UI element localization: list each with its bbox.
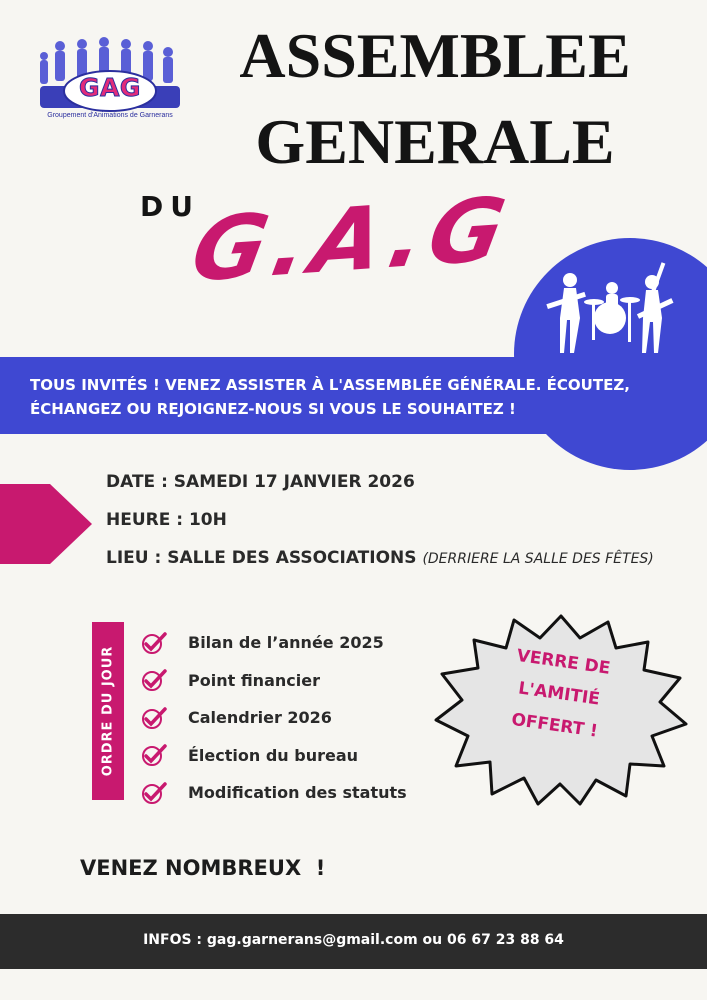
logo-tagline: Groupement d'Animations de Garnerans <box>47 112 173 119</box>
agenda-item-text: Élection du bureau <box>188 745 359 765</box>
agenda-item-text: Calendrier 2026 <box>188 708 332 728</box>
agenda-item <box>140 624 407 662</box>
title-association: G.A.G <box>184 177 519 302</box>
check-icon <box>140 668 168 692</box>
footer-contact: INFOS : gag.garnerans@gmail.com ou 06 67 23 88 64 <box>143 932 564 948</box>
agenda-list <box>140 624 407 812</box>
burst-line-1: VERRE DE <box>515 645 612 679</box>
burst-line-3: OFFERT ! <box>510 709 599 742</box>
title-line-2: GENERALE <box>255 106 615 177</box>
logo-abbreviation: GAG <box>79 73 141 102</box>
agenda-item-text: Point financier <box>188 670 320 690</box>
agenda-item-text: Modification des statuts <box>188 783 407 803</box>
burst-message <box>480 636 638 751</box>
check-icon <box>140 631 168 655</box>
event-time: HEURE : 10H <box>106 510 227 530</box>
event-place <box>106 548 654 568</box>
agenda-label-tab <box>92 622 124 800</box>
rock-band-silhouette-icon <box>540 258 680 358</box>
event-place-note: (DERRIERE LA SALLE DES FÊTES) <box>422 551 654 567</box>
agenda-item <box>140 737 407 775</box>
agenda-item-text: Bilan de l’année 2025 <box>188 633 384 653</box>
check-icon <box>140 781 168 805</box>
agenda-item <box>140 699 407 737</box>
agenda-item <box>140 662 407 700</box>
invitation-text: TOUS INVITÉS ! VENEZ ASSISTER À L'ASSEMBLÉE GÉNÉRALE. ÉCOUTEZ, ÉCHANGEZ OU REJOIGNEZ-NOUS SI VOUS LE SOUHAITEZ ! <box>30 376 630 418</box>
check-icon <box>140 743 168 767</box>
agenda-item <box>140 774 407 812</box>
agenda-label: ORDRE DU JOUR <box>100 645 116 777</box>
title-du: DU <box>140 190 200 223</box>
arrow-marker-icon <box>0 484 92 564</box>
closing-call: VENEZ NOMBREUX ! <box>80 856 326 880</box>
event-place-label: LIEU : SALLE DES ASSOCIATIONS <box>106 548 417 568</box>
check-icon <box>140 706 168 730</box>
burst-line-2: L'AMITIÉ <box>517 678 601 710</box>
title-line-1: ASSEMBLEE <box>239 20 631 91</box>
event-date: DATE : SAMEDI 17 JANVIER 2026 <box>106 472 415 492</box>
logo <box>30 36 190 126</box>
